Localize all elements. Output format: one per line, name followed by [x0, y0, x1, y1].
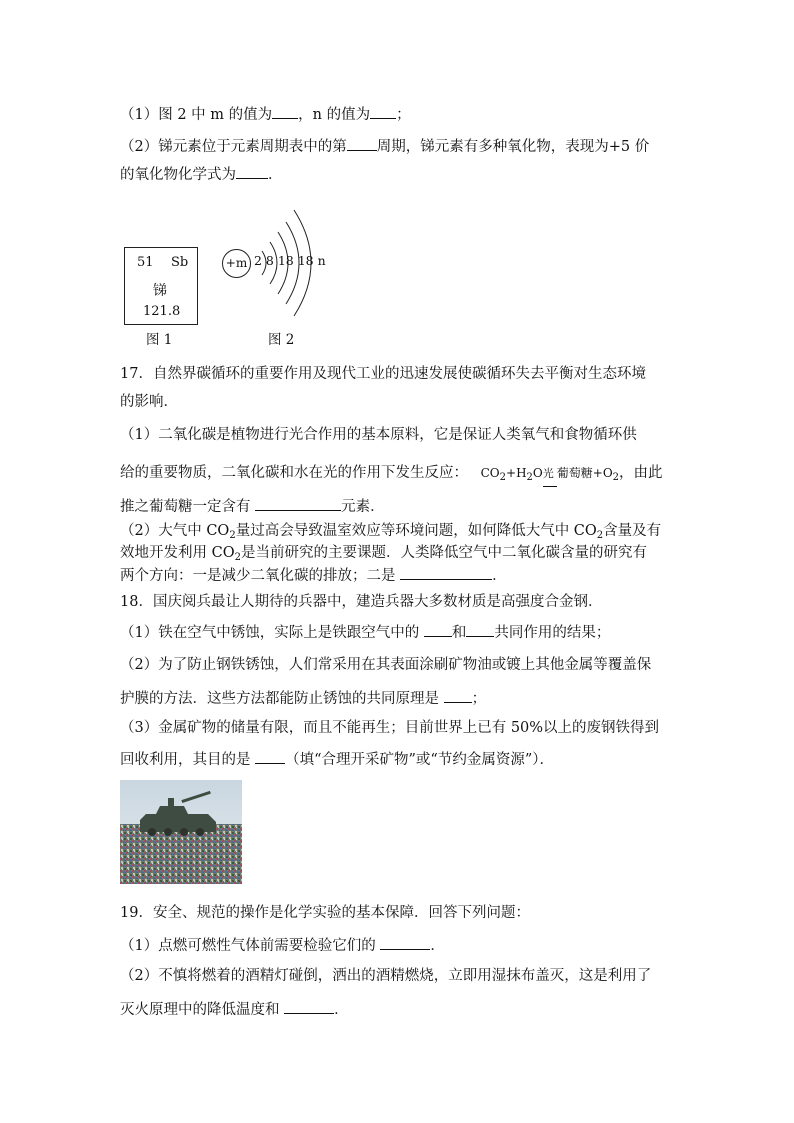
nucleus-charge: +m	[225, 256, 248, 270]
eq-h2o: +H	[506, 466, 527, 480]
q19-sub1-text: （1）点燃可燃性气体前需要检验它们的	[120, 938, 376, 954]
figure-1-label: 图 1	[146, 332, 173, 348]
answer-blank[interactable]	[466, 621, 494, 637]
q19-sub2-line1: （2）不慎将燃着的酒精灯碰倒，洒出的酒精燃烧，立即用湿抹布盖灭，这是利用了	[120, 968, 652, 984]
q19-sub1	[120, 934, 445, 956]
q17-sub2-text-f: 两个方向：一是减少二氧化碳的排放；二是	[120, 568, 396, 584]
q19-stem: 19．安全、规范的操作是化学实验的基本保障．回答下列问题：	[120, 905, 530, 921]
q18-sub3-line1: （3）金属矿物的储量有限，而且不能再生；目前世界上已有 50%以上的废钢铁得到	[120, 720, 660, 736]
q17-sub1-line1: （1）二氧化碳是植物进行光合作用的基本原料，它是保证人类氧气和食物循环供	[120, 427, 637, 443]
answer-blank[interactable]	[255, 495, 341, 511]
shell-electron-counts: 2 8 18 18 n	[254, 253, 326, 268]
q17-sub2-text-c: 含量及有	[603, 523, 662, 539]
q17-sub1-text: 给的重要物质，二氧化碳和水在光的作用下发生反应：	[120, 465, 468, 481]
eq-products: 葡萄糖+O	[556, 466, 613, 480]
answer-blank[interactable]	[444, 687, 472, 703]
q16-sub1-text-c: ；	[396, 107, 411, 123]
q18-sub1-text: （1）铁在空气中锈蚀，实际上是铁跟空气中的	[120, 625, 420, 641]
q17-sub2-text: （2）大气中 CO	[120, 523, 230, 539]
q18-sub3-text: 回收利用，其目的是	[120, 752, 251, 768]
q17-sub1-line3	[120, 495, 385, 517]
q18-sub2-text-b: ；	[471, 691, 487, 707]
atomic-number: 51	[137, 255, 154, 270]
photosynthesis-equation	[480, 466, 620, 483]
q17-sub1-line2	[120, 463, 663, 488]
answer-blank[interactable]	[272, 103, 298, 119]
q17-sub2-text-d: 效地开发利用 CO	[120, 545, 235, 561]
answer-blank[interactable]	[424, 621, 452, 637]
q16-sub2-text-c: 的氧化物化学式为	[120, 167, 236, 183]
q16-sub2-line1	[120, 135, 649, 157]
q19-sub1-text-b: ．	[430, 938, 445, 954]
q18-sub1-text-b: 和	[451, 625, 467, 641]
q18-sub2-line2	[120, 687, 486, 709]
answer-blank[interactable]	[347, 135, 377, 151]
q17-stem-line1: 17．自然界碳循环的重要作用及现代工业的迅速发展使碳循环失去平衡对生态环境	[120, 366, 646, 382]
q18-sub2-text: 护膜的方法．这些方法都能防止锈蚀的共同原理是	[120, 691, 439, 707]
q17-sub1-text-b: ，由此	[619, 465, 663, 481]
q18-sub1-text-c: 共同作用的结果；	[494, 625, 611, 641]
eq-sub: 2	[526, 472, 533, 483]
figure-2-label: 图 2	[268, 332, 295, 348]
q19-sub2-text-b: ．	[334, 1002, 349, 1018]
q16-sub2-line2	[120, 163, 283, 185]
answer-blank[interactable]	[400, 564, 492, 580]
answer-blank[interactable]	[236, 163, 268, 179]
q19-sub2-text: 灭火原理中的降低温度和	[120, 1002, 280, 1018]
q16-sub2-text-d: ．	[268, 167, 283, 183]
eq-sub: 2	[596, 530, 604, 541]
eq-co: CO	[480, 466, 500, 480]
q16-sub1-text: （1）图 2 中 m 的值为	[120, 107, 273, 123]
atomic-mass: 121.8	[143, 304, 181, 319]
q17-sub2-text-b: 量过高会导致温室效应等环境问题，如何降低大气中 CO	[235, 523, 597, 539]
answer-blank[interactable]	[255, 748, 285, 764]
q16-sub1	[120, 103, 411, 125]
eq-sub: 2	[229, 530, 236, 541]
answer-blank[interactable]	[284, 998, 334, 1014]
q17-sub2-text-e: 是当前研究的主要课题．人类降低空气中二氧化碳含量的研究有	[240, 545, 647, 561]
eq-sub: 2	[612, 472, 620, 483]
q18-sub1	[120, 621, 610, 643]
q18-sub3-line2	[120, 748, 554, 770]
q17-sub1-text-c: 推之葡萄糖一定含有	[120, 499, 251, 515]
light-condition: 光	[542, 467, 554, 480]
element-name: 锑	[153, 283, 167, 299]
q17-stem-line2: 的影响．	[120, 394, 178, 410]
reaction-arrow	[543, 486, 557, 487]
eq-sub: 2	[499, 472, 507, 483]
answer-blank[interactable]	[370, 103, 396, 119]
element-cell-figure	[124, 247, 198, 325]
vehicle-image	[120, 780, 242, 884]
q16-sub1-text-b: ，n 的值为	[298, 107, 371, 123]
element-symbol: Sb	[171, 255, 189, 270]
q18-sub2-line1: （2）为了防止钢铁锈蚀，人们常采用在其表面涂刷矿物油或镀上其他金属等覆盖保	[120, 657, 652, 673]
answer-blank[interactable]	[380, 934, 430, 950]
eq-o: O	[532, 466, 543, 480]
q18-sub3-text-b: （填“合理开采矿物”或“节约金属资源”）．	[285, 752, 555, 768]
q17-sub1-text-d: 元素．	[341, 499, 385, 515]
q17-sub2-text-g: ．	[492, 568, 507, 584]
q16-sub2-text-b: 周期，锑元素有多种氧化物，表现为+5 价	[376, 139, 650, 155]
q18-stem: 18．国庆阅兵最让人期待的兵器中，建造兵器大多数材质是高强度合金钢．	[120, 594, 603, 610]
eq-sub: 2	[234, 552, 241, 563]
q19-sub2-line2	[120, 998, 349, 1020]
armored-vehicle-photo	[120, 780, 242, 884]
q17-sub2-line3	[120, 564, 507, 586]
q16-sub2-text: （2）锑元素位于元素周期表中的第	[120, 139, 347, 155]
